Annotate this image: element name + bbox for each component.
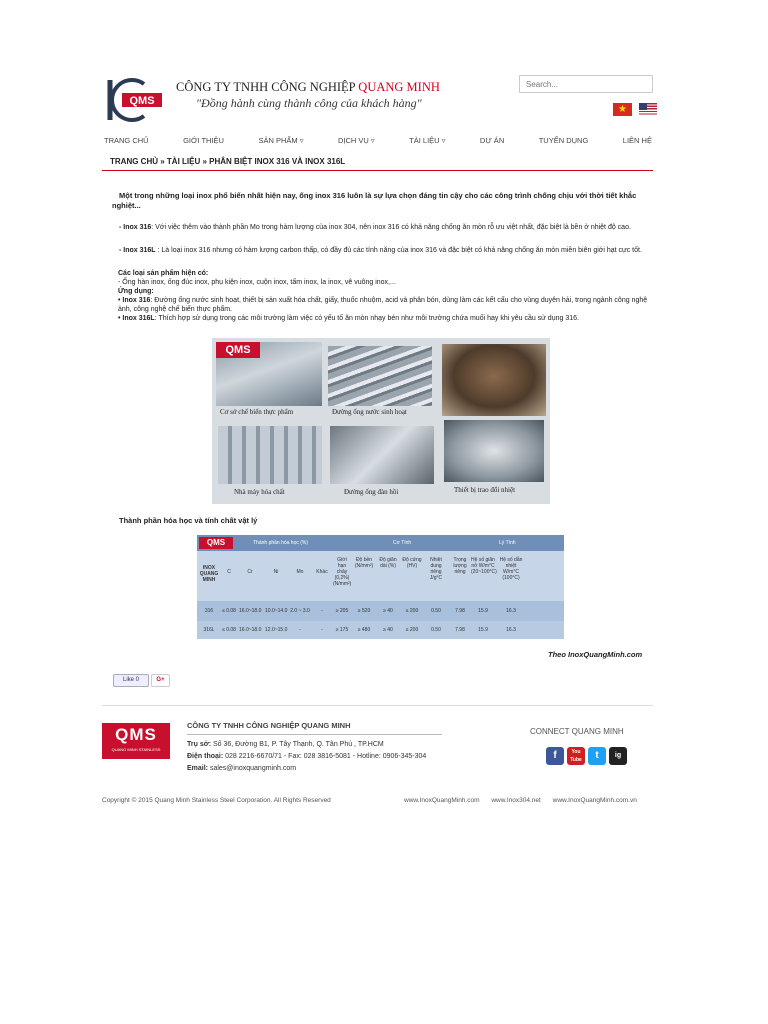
table-cell: ≥ 175 — [335, 627, 349, 633]
caption-chemical-plant: Nhà máy hóa chất — [234, 488, 285, 496]
table-cell: 7.98 — [455, 608, 465, 614]
usage-title: Ứng dụng: — [118, 288, 154, 295]
table-cell: ≥ 480 — [357, 627, 371, 633]
table-cell: ≤ 0.08 — [222, 608, 236, 614]
table-cell: 12.0~15.0 — [265, 627, 288, 633]
table-cell: ≥ 520 — [357, 608, 371, 614]
table-cell: - — [321, 627, 323, 633]
footer-link-1[interactable]: www.InoxQuangMinh.com — [404, 797, 480, 804]
table-col-header: Hệ số dẫn nhiệt W/m°C (100°C) — [499, 557, 523, 581]
footer-link-2[interactable]: www.Inox304.net — [491, 797, 541, 804]
connect-title: CONNECT QUANG MINH — [530, 727, 624, 736]
content-divider — [102, 705, 653, 706]
products-usage-block — [118, 269, 658, 323]
facebook-like-button[interactable]: Like 0 — [113, 674, 149, 687]
paragraph-inox-316: - Inox 316: Với việc thêm vào thành phần Mo trong hàm lượng của inox 304, nên inox 316 có khả năng chống ăn mòn rỗ ưu việt nhất, đặc biệt là bền ở nhiệt độ cao. — [119, 224, 631, 231]
copyright: Copyright © 2015 Quang Minh Stainless Steel Corporation. All Rights Reserved — [102, 797, 331, 804]
footer-email: Email: sales@inoxquangminh.com — [187, 765, 297, 772]
google-plus-button[interactable]: G+ — [151, 674, 170, 687]
article-intro: Một trong những loại inox phổ biến nhất hiện nay, ống inox 316 luôn là sự lựa chọn đáng tin cậy cho các công trình chống chịu với thời tiết khắc nghiệt... — [112, 191, 637, 210]
food-processing-image — [216, 342, 322, 406]
table-col-header: Nhiệt dung riêng J/g°C — [429, 557, 443, 581]
main-nav — [104, 136, 652, 150]
company-logo[interactable] — [100, 76, 164, 124]
table-cell: 0.50 — [431, 627, 441, 633]
breadcrumb-home[interactable]: TRANG CHỦ — [110, 157, 158, 166]
table-col-header: C — [227, 569, 231, 575]
table-cell: 0.50 — [431, 608, 441, 614]
table-col-header: Độ giãn dài (%) — [379, 557, 397, 569]
group-physical: Lý Tính — [499, 540, 516, 546]
applications-collage — [212, 338, 550, 504]
twitter-icon[interactable]: t — [588, 747, 606, 765]
table-cell: 16.3 — [506, 608, 516, 614]
breadcrumb-divider — [102, 170, 653, 171]
table-cell: ≤ 200 — [405, 608, 419, 614]
nav-item-products[interactable]: SẢN PHẨM ▿ — [258, 136, 304, 145]
paragraph-inox-316l: - Inox 316L : Là loại inox 316 nhưng có hàm lượng carbon thấp, có đầy đủ các tính năng của inox 316 và đặc biệt có khả năng chống ăn mòn miền biên giới hạt cực tốt. — [119, 247, 642, 254]
footer-company-name: CÔNG TY TNHH CÔNG NGHIỆP QUANG MINH — [187, 721, 351, 730]
table-col-header: Độ cứng (HV) — [402, 557, 422, 569]
table-col-header: Ni — [273, 569, 279, 575]
table-cell: - — [321, 608, 323, 614]
caption-heat-exchanger: Thiết bị trao đổi nhiệt — [454, 486, 516, 494]
table-col-header: Trọng lượng riêng — [453, 557, 467, 575]
table-cell: 7.98 — [455, 627, 465, 633]
nav-item-services[interactable]: DỊCH VỤ ▿ — [337, 136, 375, 145]
footer-phone: Điện thoại: 028 2216-6670/71 - Fax: 028 3816-5081 - Hotline: 0906-345-304 — [187, 753, 427, 760]
table-col-header: Hệ số giãn nở W/m°C (20~100°C) — [471, 557, 497, 575]
heat-exchange-equipment-image — [444, 420, 544, 482]
table-col-header: Khác — [316, 569, 328, 575]
youtube-icon[interactable]: You Tube — [567, 747, 585, 765]
table-cell: 316 — [204, 608, 214, 614]
nav-item-careers[interactable]: TUYỂN DỤNG — [538, 136, 589, 145]
caption-water-pipes: Đường ống nước sinh hoạt — [332, 408, 407, 416]
nav-item-home[interactable]: TRANG CHỦ — [104, 136, 149, 145]
footer-links — [404, 797, 647, 804]
table-logo: QMS — [199, 537, 233, 549]
table-cell: ≤ 200 — [405, 627, 419, 633]
search-input[interactable] — [519, 75, 653, 93]
products-title: Các loại sản phẩm hiện có: — [118, 270, 209, 277]
table-cell: - — [299, 627, 301, 633]
slogan: "Đồng hành cùng thành công của khách hàng" — [196, 96, 422, 110]
table-cell: 2.0 ~ 3.0 — [290, 608, 310, 614]
flexible-pipes-image — [330, 426, 434, 484]
caption-food-processing: Cơ sở chế biến thực phẩm — [220, 408, 294, 416]
chemical-plant-image — [218, 426, 322, 484]
table-cell: ≤ 0.08 — [222, 627, 236, 633]
table-cell: 16.0~18.0 — [239, 608, 262, 614]
group-chemical: Thành phần hóa học (%) — [253, 540, 309, 546]
table-cell: ≥ 40 — [383, 627, 393, 633]
table-col-header: Mo — [296, 569, 304, 575]
heat-exchanger-image — [442, 344, 546, 416]
table-title: Thành phần hóa học và tính chất vật lý — [119, 516, 258, 525]
table-cell: 16.0~18.0 — [239, 627, 262, 633]
table-cell: 15.9 — [478, 627, 488, 633]
usage-316l: • Inox 316L: Thích hợp sử dụng trong các môi trường làm việc có yếu tố ăn mòn nhạy bén như môi trường chứa muối hay khi yêu cầu sử dụng 316. — [118, 315, 579, 322]
table-col-header: Cr — [247, 569, 253, 575]
properties-table — [197, 535, 564, 639]
nav-item-documents[interactable]: TÀI LIỆU ▿ — [409, 136, 446, 145]
table-col-header: Độ bền (N/mm²) — [354, 557, 374, 569]
products-text: - Ống hàn inox, ống đúc inox, phụ kiện inox, cuộn inox, tấm inox, la inox, vê vuông inox,... — [118, 279, 396, 286]
company-name: CÔNG TY TNHH CÔNG NGHIỆP QUANG MINH — [176, 80, 440, 94]
row-header: INOX QUANG MINH — [199, 565, 219, 583]
footer-logo[interactable]: QMS QUANG MINH STAINLESS — [102, 723, 170, 759]
footer-divider — [187, 734, 442, 735]
breadcrumb-current: PHÂN BIỆT INOX 316 VÀ INOX 316L — [209, 157, 346, 166]
table-col-header: Giới hạn chảy (0,2%) (N/mm²) — [333, 557, 352, 587]
footer-address: Trụ sở: Số 36, Đường B1, P. Tây Thạnh, Q. Tân Phú , TP.HCM — [187, 741, 384, 748]
table-cell: 10.0~14.0 — [265, 608, 288, 614]
logo-text: QMS — [129, 95, 155, 107]
instagram-icon[interactable]: ig — [609, 747, 627, 765]
table-cell: ≥ 205 — [335, 608, 349, 614]
table-cell: 16.3 — [506, 627, 516, 633]
breadcrumb-section[interactable]: TÀI LIỆU — [166, 157, 201, 166]
group-mechanical: Cơ Tính — [393, 540, 412, 546]
footer-link-3[interactable]: www.InoxQuangMinh.com.vn — [552, 797, 637, 804]
table-cell: 316L — [203, 627, 215, 633]
breadcrumb: TRANG CHỦ » TÀI LIỆU » PHÂN BIỆT INOX 316 VÀ INOX 316L — [110, 157, 346, 166]
nav-item-projects[interactable]: DỰ ÁN — [479, 136, 505, 145]
usage-316: • Inox 316: Đường ống nước sinh hoạt, thiết bị sản xuất hóa chất, giấy, thuốc nhuộm, acid và phân bón, dùng làm các kết cấu cho vùng duyên hải, trong ngành công nghệ ảnh, công nghệ chế biến thực phẩm. — [118, 297, 648, 313]
table-cell: 15.9 — [478, 608, 488, 614]
facebook-icon[interactable]: f — [546, 747, 564, 765]
caption-flexible-pipes: Đường ống đàn hồi — [344, 488, 399, 496]
table-cell: ≥ 40 — [383, 608, 393, 614]
water-pipes-image — [328, 346, 432, 406]
nav-item-about[interactable]: GIỚI THIỆU — [183, 136, 224, 145]
collage-logo: QMS — [216, 342, 260, 358]
vietnamese-flag-icon[interactable]: ★ — [613, 103, 632, 116]
english-flag-icon[interactable] — [639, 103, 657, 116]
nav-item-contact[interactable]: LIÊN HỆ — [622, 136, 652, 145]
source-credit: Theo InoxQuangMinh.com — [548, 650, 643, 659]
